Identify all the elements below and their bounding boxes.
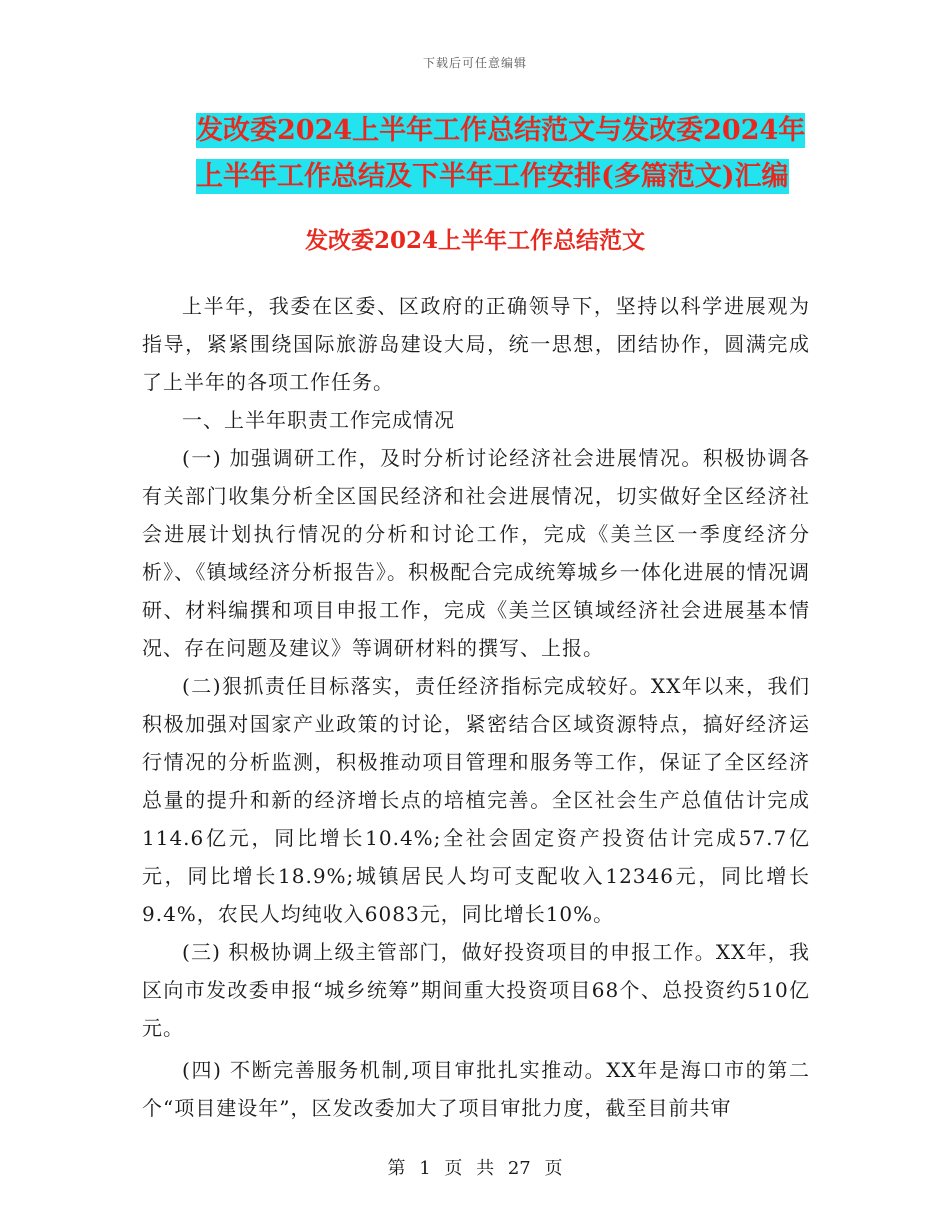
paragraph-item-3: (三) 积极协调上级主管部门，做好投资项目的申报工作。XX年，我区向市发改委申报“城乡统筹”期间重大投资项目68个、总投资约510亿元。 [142,940,810,1040]
document-title-text: 发改委2024上半年工作总结范文与发改委2024年上半年工作总结及下半年工作安排(多篇范文)汇编 [196,115,806,192]
page-footer: 第 1 页 共 27 页 [387,1158,563,1179]
paragraph-item-4: (四) 不断完善服务机制,项目审批扎实推动。XX年是海口市的第二个“项目建设年”，区发改委加大了项目审批力度，截至目前共审 [142,1058,810,1120]
section-title: 发改委2024上半年工作总结范文 [304,227,645,254]
paragraph-item-1: (一) 加强调研工作，及时分析讨论经济社会进展情况。积极协调各有关部门收集分析全区国民经济和社会进展情况，切实做好全区经济社会进展计划执行情况的分析和讨论工作，完成《美兰区一季度经济分析》、《镇域经济分析报告》。积极配合完成统筹城乡一体化进展的情况调研、材料编撰和项目申报工作，完成《美兰区镇域经济社会进展基本情况、存在问题及建议》等调研材料的撰写、上报。 [142,446,810,660]
document-title [196,108,816,200]
paragraph-intro: 上半年，我委在区委、区政府的正确领导下，坚持以科学进展观为指导，紧紧围绕国际旅游岛建设大局，统一思想，团结协作，圆满完成了上半年的各项工作任务。 [142,294,810,394]
paragraph-item-2: (二)狠抓责任目标落实，责任经济指标完成较好。XX年以来，我们积极加强对国家产业政策的讨论，紧密结合区域资源特点，搞好经济运行情况的分析监测，积极推动项目管理和服务等工作，保证了全区经济总量的提升和新的经济增长点的培植完善。全区社会生产总值估计完成114.6亿元，同比增长10.4%;全社会固定资产投资估计完成57.7亿元，同比增长18.9%;城镇居民人均可支配收入12346元，同比增长9.4%，农民人均纯收入6083元，同比增长10%。 [142,674,810,926]
document-body [142,287,810,1127]
header-note: 下载后可任意编辑 [422,56,527,70]
paragraph-heading-1: 一、上半年职责工作完成情况 [182,408,455,432]
